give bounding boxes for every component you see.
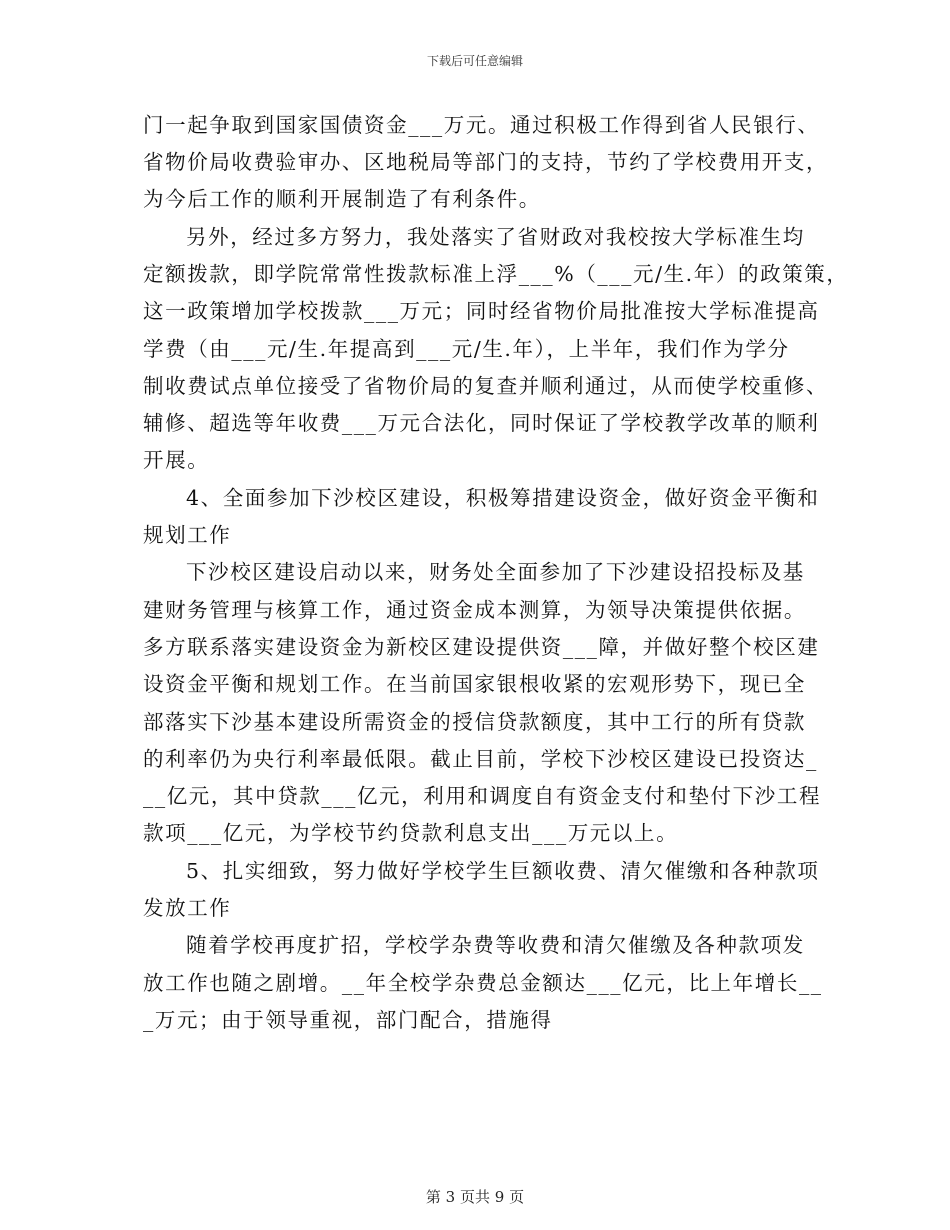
paragraph-line: 学费（由___元/生.年提高到___元/生.年），上半年，我们作为学分 [143, 337, 790, 361]
paragraph-line: __亿元，其中贷款___亿元，利用和调度自有资金支付和垫付下沙工程 [143, 784, 822, 808]
paragraph-line: 门一起争取到国家国债资金___万元。通过积极工作得到省人民银行、 [143, 113, 820, 137]
paragraph-line: 制收费试点单位接受了省物价局的复查并顺利通过，从而使学校重修、 [143, 374, 829, 398]
paragraph-line: 辅修、超选等年收费___万元合法化，同时保证了学校教学改革的顺利 [143, 411, 820, 435]
paragraph-line: 定额拨款，即学院常常性拨款标准上浮___%（___元/生.年）的政策策， [143, 262, 849, 286]
section-heading-line: 发放工作 [143, 896, 232, 920]
page-footer: 第 3 页共 9 页 [425, 1188, 525, 1206]
section-heading-line: 规划工作 [143, 523, 232, 547]
paragraph-line: 另外，经过多方努力，我处落实了省财政对我校按大学标准生均 [186, 225, 805, 249]
page-header: 下载后可任意编辑 [426, 54, 523, 68]
paragraph-line: 的利率仍为央行利率最低限。截止目前，学校下沙校区建设已投资达_ [143, 747, 818, 771]
paragraph-line: 下沙校区建设启动以来，财务处全面参加了下沙建设招投标及基 [186, 560, 805, 584]
section-heading-line: 4、全面参加下沙校区建设，积极筹措建设资金，做好资金平衡和 [186, 486, 820, 510]
section-heading-line: 5、扎实细致，努力做好学校学生巨额收费、清欠催缴和各种款项 [186, 859, 820, 883]
paragraph-line: 多方联系落实建设资金为新校区建设提供资___障，并做好整个校区建 [143, 635, 820, 659]
paragraph-line: 建财务管理与核算工作，通过资金成本测算，为领导决策提供依据。 [143, 598, 806, 622]
paragraph-line: 部落实下沙基本建设所需资金的授信贷款额度，其中工行的所有贷款 [143, 710, 806, 734]
paragraph-line: 放工作也随之剧增。__年全校学杂费总金额达___亿元，比上年增长__ [143, 971, 823, 995]
paragraph-line: 为今后工作的顺利开展制造了有利条件。 [143, 187, 541, 211]
paragraph-line: 设资金平衡和规划工作。在当前国家银根收紧的宏观形势下，现已全 [143, 672, 806, 696]
paragraph-line: _万元；由于领导重视，部门配合，措施得 [143, 1008, 553, 1032]
paragraph-line: 这一政策增加学校拨款___万元；同时经省物价局批准按大学标准提高 [143, 299, 820, 323]
paragraph-line: 款项___亿元，为学校节约贷款利息支出___万元以上。 [143, 821, 679, 845]
paragraph-line: 开展。 [143, 448, 210, 472]
paragraph-line: 随着学校再度扩招，学校学杂费等收费和清欠催缴及各种款项发 [186, 933, 805, 957]
paragraph-line: 省物价局收费验审办、区地税局等部门的支持，节约了学校费用开支， [143, 150, 829, 174]
